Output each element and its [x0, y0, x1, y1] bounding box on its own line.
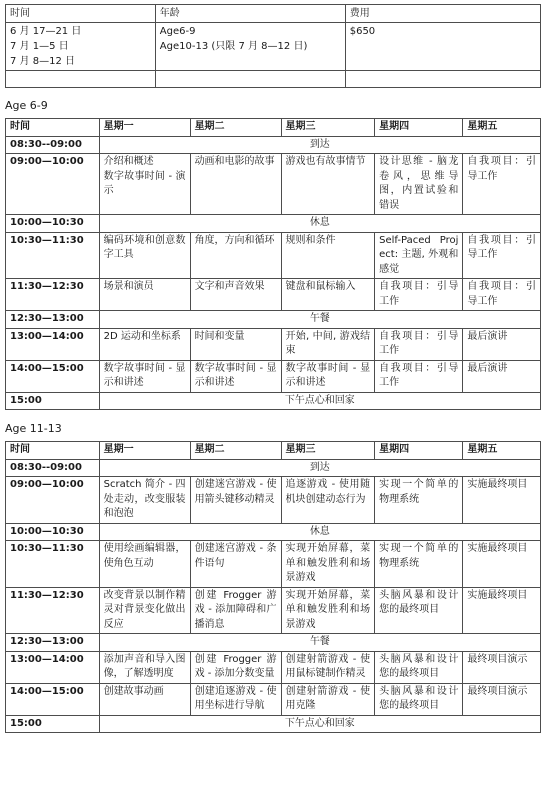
- activity-cell: 添加声音和导入图像，了解透明度: [99, 651, 190, 683]
- activity-cell: 头脑风暴和设计您的最终项目: [375, 587, 463, 634]
- header-weekday: 星期四: [375, 442, 463, 460]
- activity-cell: 键盘和鼠标输入: [281, 279, 375, 311]
- empty-cell: [155, 71, 345, 88]
- activity-cell: 自我项目：引导工作: [375, 279, 463, 311]
- fee-table-row: [6, 23, 541, 71]
- activity-cell: 创建射箭游戏 - 使用克隆: [281, 683, 375, 715]
- fee-price-cell: $650: [345, 23, 540, 71]
- activity-cell: 自我项目：引导工作: [463, 232, 541, 279]
- span-cell: 下午点心和回家: [99, 392, 540, 410]
- time-cell: 15:00: [6, 392, 100, 410]
- time-cell: 09:00—10:00: [6, 477, 100, 524]
- time-cell: 11:30—12:30: [6, 279, 100, 311]
- activity-cell: 实现一个简单的物理系统: [375, 541, 463, 588]
- header-time: 时间: [6, 442, 100, 460]
- span-cell: 休息: [99, 215, 540, 233]
- schedule-span-row: [6, 311, 541, 329]
- fee-header-age: 年龄: [155, 5, 345, 23]
- schedule-row: [6, 279, 541, 311]
- activity-cell: 创建 Frogger 游戏 - 添加障碍和广播消息: [190, 587, 281, 634]
- fee-header-time: 时间: [6, 5, 156, 23]
- empty-cell: [345, 71, 540, 88]
- header-weekday: 星期三: [281, 119, 375, 137]
- schedule-row: [6, 328, 541, 360]
- fee-table: [5, 4, 541, 88]
- schedule-span-row: [6, 523, 541, 541]
- time-cell: 14:00—15:00: [6, 683, 100, 715]
- span-cell: 午餐: [99, 634, 540, 652]
- activity-cell: 开始, 中间, 游戏结束: [281, 328, 375, 360]
- schedule-row: [6, 154, 541, 215]
- span-cell: 到达: [99, 459, 540, 477]
- activity-cell: 最后演讲: [463, 360, 541, 392]
- activity-cell: 数字故事时间 - 显示和讲述: [281, 360, 375, 392]
- schedule-row: [6, 360, 541, 392]
- header-weekday: 星期五: [463, 119, 541, 137]
- schedule-row: [6, 541, 541, 588]
- fee-date: 7 月 8—12 日: [10, 56, 75, 67]
- schedule-span-row: [6, 459, 541, 477]
- activity-cell: 自我项目：引导工作: [463, 279, 541, 311]
- fee-age: Age6-9: [159, 26, 196, 37]
- activity-cell: 自我项目：引导工作: [463, 154, 541, 215]
- time-cell: 12:30—13:00: [6, 634, 100, 652]
- activity-cell: 使用绘画编辑器，使角色互动: [99, 541, 190, 588]
- time-cell: 15:00: [6, 715, 100, 733]
- activity-cell: 头脑风暴和设计您的最终项目: [375, 651, 463, 683]
- empty-cell: [6, 71, 156, 88]
- header-weekday: 星期一: [99, 442, 190, 460]
- schedule-table-age-6-9: [5, 118, 541, 410]
- activity-cell: 数字故事时间 - 显示和讲述: [99, 360, 190, 392]
- activity-cell: 创建迷宫游戏 - 使用箭头键移动精灵: [190, 477, 281, 524]
- time-cell: 10:00—10:30: [6, 523, 100, 541]
- activity-cell: 设计思维 - 脑龙卷风，思维导图，内置试验和错误: [375, 154, 463, 215]
- activity-cell: 动画和电影的故事: [190, 154, 281, 215]
- header-weekday: 星期四: [375, 119, 463, 137]
- activity-cell: 追逐游戏 - 使用随机块创建动态行为: [281, 477, 375, 524]
- activity-cell: 文字和声音效果: [190, 279, 281, 311]
- schedule-row: [6, 587, 541, 634]
- activity-cell: 编码环境和创意数字工具: [99, 232, 190, 279]
- schedule-span-row: [6, 715, 541, 733]
- activity-cell: 最后演讲: [463, 328, 541, 360]
- activity-cell: 介绍和概述 数字故事时间 - 演示: [99, 154, 190, 215]
- time-cell: 14:00—15:00: [6, 360, 100, 392]
- span-cell: 午餐: [99, 311, 540, 329]
- activity-cell: 场景和演员: [99, 279, 190, 311]
- time-cell: 09:00—10:00: [6, 154, 100, 215]
- schedule-span-row: [6, 136, 541, 154]
- span-cell: 下午点心和回家: [99, 715, 540, 733]
- activity-cell: 实施最终项目: [463, 587, 541, 634]
- span-cell: 休息: [99, 523, 540, 541]
- activity-cell: 游戏也有故事情节: [281, 154, 375, 215]
- schedule-header-row: [6, 119, 541, 137]
- activity-cell: 实施最终项目: [463, 541, 541, 588]
- schedule-span-row: [6, 634, 541, 652]
- schedule-row: [6, 232, 541, 279]
- time-cell: 08:30--09:00: [6, 136, 100, 154]
- fee-header-price: 费用: [345, 5, 540, 23]
- activity-cell: 2D 运动和坐标系: [99, 328, 190, 360]
- schedule-span-row: [6, 215, 541, 233]
- time-cell: 12:30—13:00: [6, 311, 100, 329]
- fee-table-header: [6, 5, 541, 23]
- time-cell: 13:00—14:00: [6, 651, 100, 683]
- schedule-row: [6, 477, 541, 524]
- header-weekday: 星期二: [190, 442, 281, 460]
- header-weekday: 星期二: [190, 119, 281, 137]
- fee-dates-cell: [6, 23, 156, 71]
- activity-cell: 实现一个简单的物理系统: [375, 477, 463, 524]
- activity-cell: 创建迷宫游戏 - 条件语句: [190, 541, 281, 588]
- activity-cell: 最终项目演示: [463, 683, 541, 715]
- schedule-span-row: [6, 392, 541, 410]
- activity-cell: 自我项目：引导工作: [375, 360, 463, 392]
- time-cell: 10:00—10:30: [6, 215, 100, 233]
- activity-cell: 创建追逐游戏 - 使用坐标进行导航: [190, 683, 281, 715]
- activity-cell: 创建 Frogger 游戏 - 添加分数变量: [190, 651, 281, 683]
- activity-cell: 实现开始屏幕，菜单和触发胜利和场景游戏: [281, 587, 375, 634]
- activity-cell: 头脑风暴和设计您的最终项目: [375, 683, 463, 715]
- header-time: 时间: [6, 119, 100, 137]
- fee-table-empty-row: [6, 71, 541, 88]
- header-weekday: 星期五: [463, 442, 541, 460]
- time-cell: 10:30—11:30: [6, 232, 100, 279]
- time-cell: 08:30--09:00: [6, 459, 100, 477]
- schedule-row: [6, 683, 541, 715]
- fee-age: Age10-13 (只限 7 月 8—12 日): [159, 41, 308, 52]
- activity-cell: 实施最终项目: [463, 477, 541, 524]
- fee-date: 7 月 1—5 日: [10, 41, 69, 52]
- activity-cell: 最终项目演示: [463, 651, 541, 683]
- activity-cell: Scratch 简介 - 四处走动，改变服装和泡泡: [99, 477, 190, 524]
- header-weekday: 星期三: [281, 442, 375, 460]
- header-weekday: 星期一: [99, 119, 190, 137]
- fee-date: 6 月 17—21 日: [10, 26, 82, 37]
- time-cell: 11:30—12:30: [6, 587, 100, 634]
- section-title-age-6-9: Age 6-9: [5, 99, 48, 112]
- fee-ages-cell: [155, 23, 345, 71]
- activity-cell: 时间和变量: [190, 328, 281, 360]
- document-page: [5, 4, 541, 733]
- activity-cell: 规则和条件: [281, 232, 375, 279]
- span-cell: 到达: [99, 136, 540, 154]
- schedule-table-age-11-13: [5, 441, 541, 733]
- schedule-row: [6, 651, 541, 683]
- schedule-header-row: [6, 442, 541, 460]
- section-title-age-11-13: Age 11-13: [5, 422, 62, 435]
- activity-cell: 数字故事时间 - 显示和讲述: [190, 360, 281, 392]
- activity-cell: 实现开始屏幕，菜单和触发胜利和场景游戏: [281, 541, 375, 588]
- time-cell: 10:30—11:30: [6, 541, 100, 588]
- activity-cell: 自我项目：引导工作: [375, 328, 463, 360]
- activity-cell: 改变背景以制作精灵对背景变化做出反应: [99, 587, 190, 634]
- activity-cell: 创建故事动画: [99, 683, 190, 715]
- activity-cell: Self-Paced Project: 主题, 外观和感觉: [375, 232, 463, 279]
- activity-cell: 创建射箭游戏 - 使用鼠标键制作精灵: [281, 651, 375, 683]
- time-cell: 13:00—14:00: [6, 328, 100, 360]
- activity-cell: 角度，方向和循环: [190, 232, 281, 279]
